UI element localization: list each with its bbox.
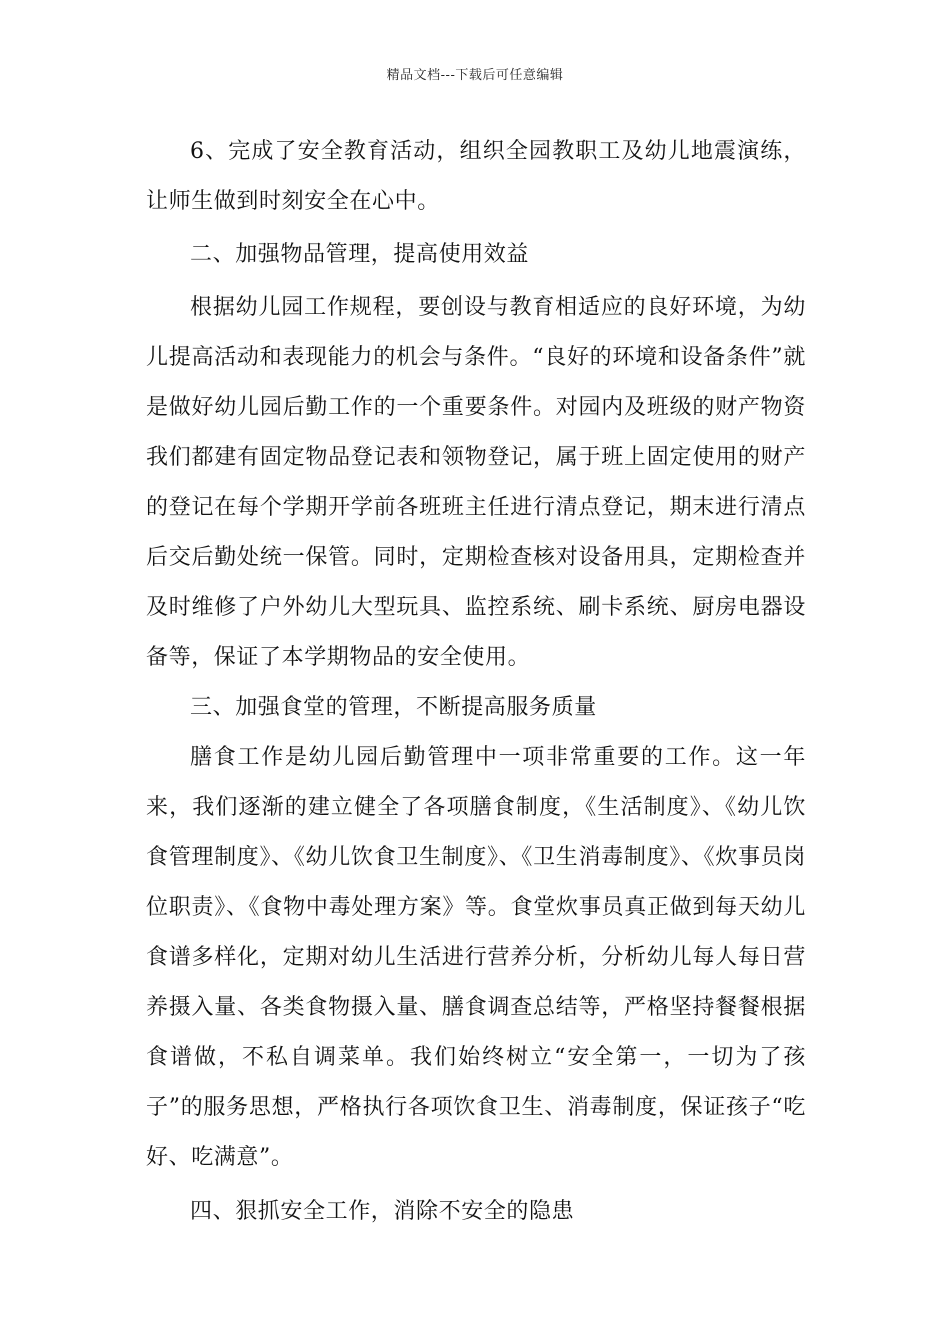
section-heading-items: 二、加强物品管理，提高使用效益 [190, 242, 530, 267]
section-heading-canteen: 三、加强食堂的管理，不断提高服务质量 [190, 695, 597, 720]
section-heading-safety: 四、狠抓安全工作，消除不安全的隐患 [190, 1199, 575, 1224]
paragraph-canteen-management: 膳食工作是幼儿园后勤管理中一项非常重要的工作。这一年来，我们逐渐的建立健全了各项膳食制度，《生活制度》、《幼儿饮食管理制度》、《幼儿饮食卫生制度》、《卫生消毒制度》、《炊事员岗位职责》、《食物中毒处理方案》等。食堂炊事员真正做到每天幼儿食谱多样化，定期对幼儿生活进行营养分析，分析幼儿每人每日营养摄入量、各类食物摄入量、膳食调查总结等，严格坚持餐餐根据食谱做，不私自调菜单。我们始终树立“安全第一，一切为了孩子”的服务思想，严格执行各项饮食卫生、消毒制度，保证孩子“吃好、吃满意”。 [146, 745, 806, 1170]
document-body [146, 127, 806, 1237]
paragraph-items-management: 根据幼儿园工作规程，要创设与教育相适应的良好环境，为幼儿提高活动和表现能力的机会与条件。“良好的环境和设备条件”就是做好幼儿园后勤工作的一个重要条件。对园内及班级的财产物资我们都建有固定物品登记表和领物登记，属于班上固定使用的财产的登记在每个学期开学前各班班主任进行清点登记，期末进行清点后交后勤处统一保管。同时，定期检查核对设备用具，定期检查并及时维修了户外幼儿大型玩具、监控系统、刷卡系统、厨房电器设备等，保证了本学期物品的安全使用。 [146, 295, 806, 670]
page-header: 精品文档---下载后可任意编辑 [386, 68, 564, 83]
paragraph-safety-drill: 6、完成了安全教育活动，组织全园教职工及幼儿地震演练，让师生做到时刻安全在心中。 [146, 139, 806, 214]
